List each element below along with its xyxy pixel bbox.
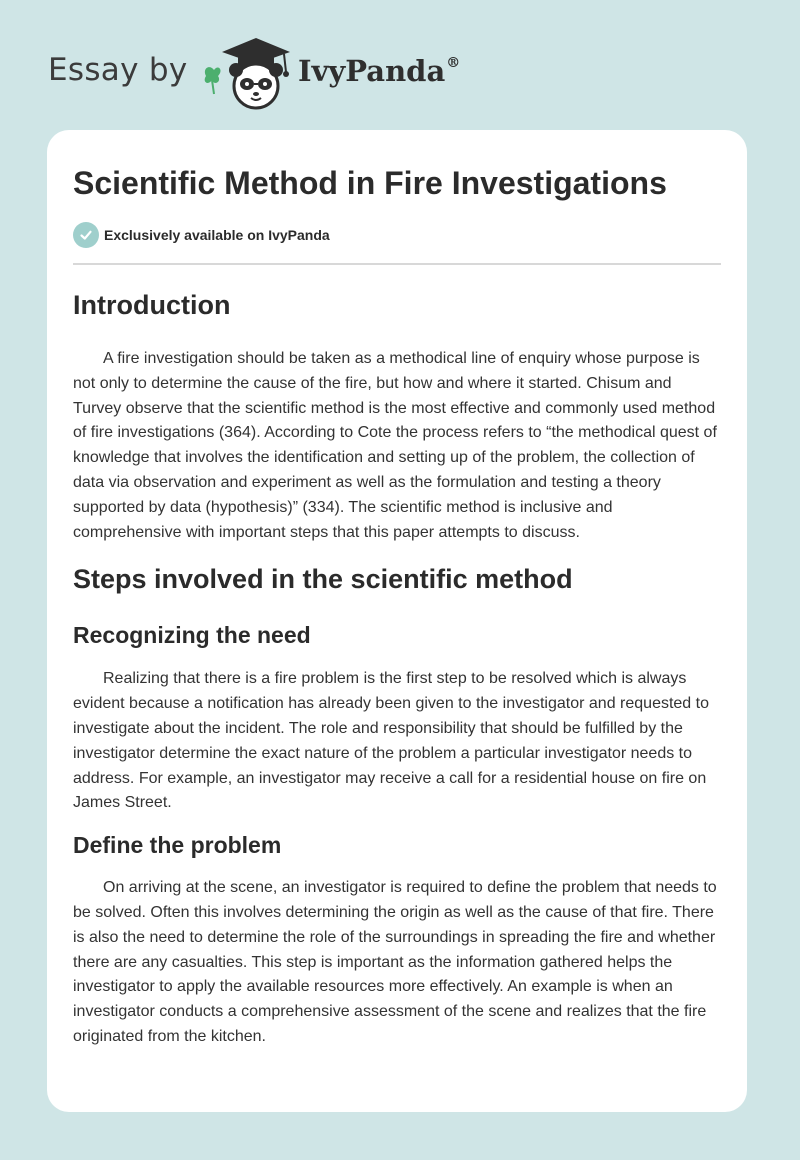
site-header <box>48 30 468 110</box>
essay-card <box>47 130 747 1112</box>
check-icon <box>73 222 99 248</box>
page-title: Scientific Method in Fire Investigations <box>73 165 667 201</box>
section-paragraph: On arriving at the scene, an investigator is required to define the problem that needs to be solved. Often this involves determining the origin as well as the cause of that fire. There is also the need to determine the role of the surroundings in spreading the fire and whether there are any casualties. This step is important as the information gathered helps the investigator to apply the available resources more effectively. An example is when an investigator conducts a comprehensive assessment of the scene and realizes that the fire originated from the kitchen. <box>73 879 717 1045</box>
subsection-heading: Define the problem <box>73 832 282 859</box>
section-heading: Steps involved in the scientific method <box>73 564 573 595</box>
essay-by-label: Essay by <box>48 52 188 88</box>
section-define-problem <box>73 828 721 1050</box>
brand-name-text: IvyPanda <box>298 54 446 88</box>
section-heading: Introduction <box>73 290 231 320</box>
badge-text: Exclusively available on IvyPanda <box>104 227 330 243</box>
panda-logo-icon[interactable] <box>200 34 292 110</box>
section-introduction <box>73 285 721 545</box>
section-steps <box>73 559 721 816</box>
registered-mark: ® <box>446 55 461 71</box>
brand-name[interactable] <box>298 54 460 88</box>
subsection-heading: Recognizing the need <box>73 622 311 649</box>
section-paragraph: Realizing that there is a fire problem is the first step to be resolved which is always evident because a notification has already been given to the investigator and requested to investigate about the incident. The role and responsibility that should be fulfilled by the investigator determine the exact nature of the problem a particular investigator needs to address. For example, an investigator may receive a call for a residential house on fire on James Street. <box>73 670 709 812</box>
title-divider <box>73 263 721 265</box>
section-paragraph: A fire investigation should be taken as a methodical line of enquiry whose purpose is not only to determine the cause of the fire, but how and where it started. Chisum and Turvey observe that the scientific method is the most effective and commonly used method of fire investigations (364). According to Cote the process refers to “the methodical quest of knowledge that involves the identification and setting up of the problem, the collection of data via observation and experiment as well as the formulation and testing a theory supported by data (hypothesis)” (334). The scientific method is inclusive and comprehensive with important steps that this paper attempts to discuss. <box>73 350 717 541</box>
exclusive-badge <box>73 220 721 250</box>
